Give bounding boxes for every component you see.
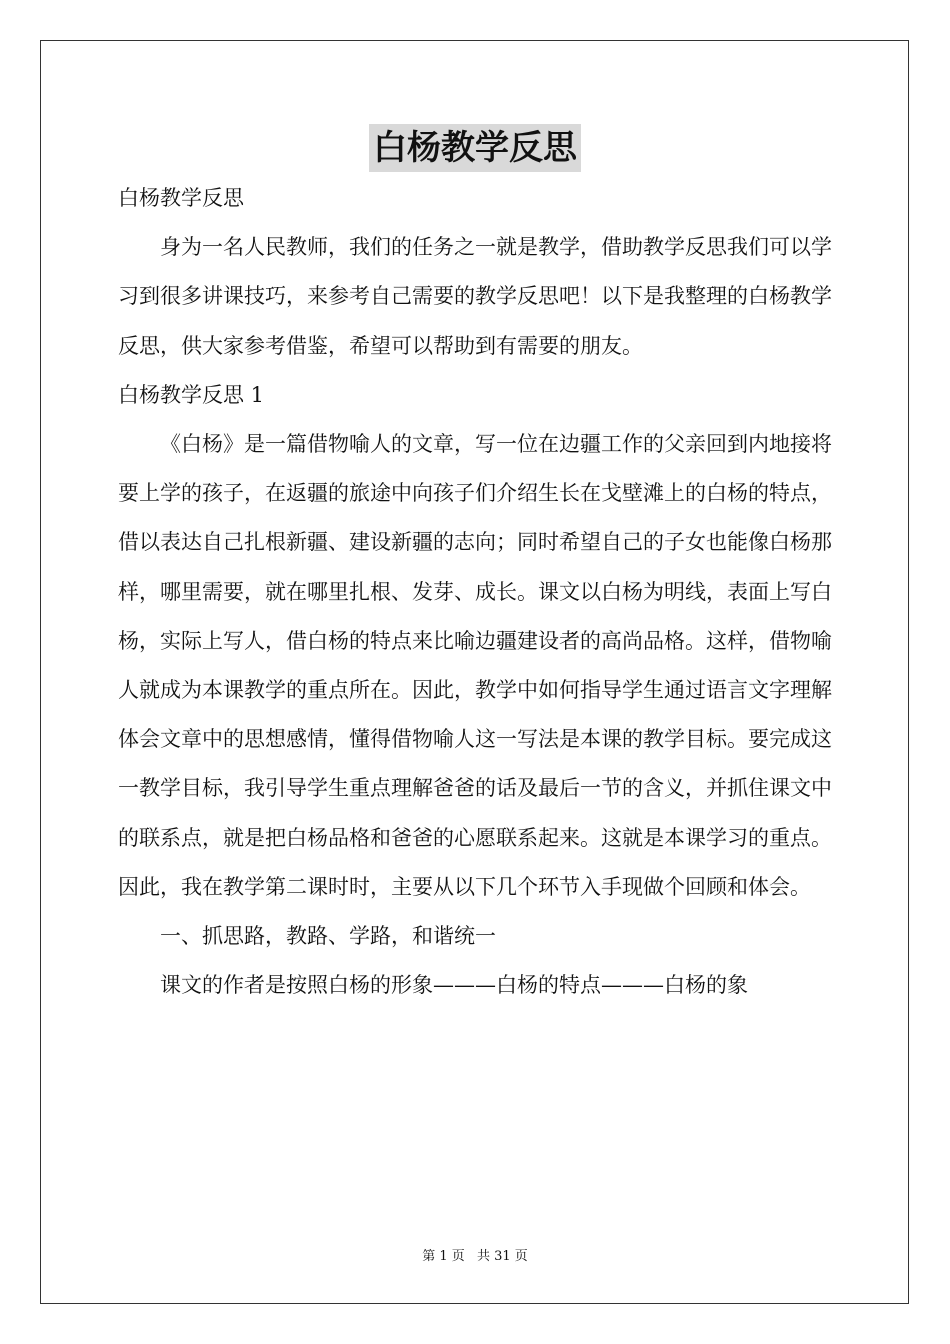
document-title: 白杨教学反思 xyxy=(369,124,581,172)
paragraph: 《白杨》是一篇借物喻人的文章，写一位在边疆工作的父亲回到内地接将要上学的孩子，在返疆的旅途中向孩子们介绍生长在戈壁滩上的白杨的特点，借以表达自己扎根新疆、建设新疆的志向；同时希望自己的子女也能像白杨那样，哪里需要，就在哪里扎根、发芽、成长。课文以白杨为明线，表面上写白杨，实际上写人，借白杨的特点来比喻边疆建设者的高尚品格。这样，借物喻人就成为本课教学的重点所在。因此，教学中如何指导学生通过语言文字理解体会文章中的思想感情，懂得借物喻人这一写法是本课的教学目标。要完成这一教学目标，我引导学生重点理解爸爸的话及最后一节的含义，并抓住课文中的联系点，就是把白杨品格和爸爸的心愿联系起来。这就是本课学习的重点。因此，我在教学第二课时时，主要从以下几个环节入手现做个回顾和体会。 xyxy=(118,432,832,899)
total-pages: 共 31 页 xyxy=(476,1249,528,1264)
paragraph: 一、抓思路，教路、学路，和谐统一 xyxy=(160,924,496,949)
document-body xyxy=(118,174,832,1010)
title-container xyxy=(0,124,950,172)
page-number: 第 1 页 xyxy=(422,1249,465,1264)
paragraph: 课文的作者是按照白杨的形象———白杨的特点———白杨的象 xyxy=(160,973,748,998)
paragraph: 白杨教学反思 1 xyxy=(118,382,265,407)
paragraph: 白杨教学反思 xyxy=(118,186,244,210)
page-footer xyxy=(0,1245,950,1264)
paragraph: 身为一名人民教师，我们的任务之一就是教学，借助教学反思我们可以学习到很多讲课技巧，来参考自己需要的教学反思吧！以下是我整理的白杨教学反思，供大家参考借鉴，希望可以帮助到有需要的朋友。 xyxy=(118,235,832,358)
